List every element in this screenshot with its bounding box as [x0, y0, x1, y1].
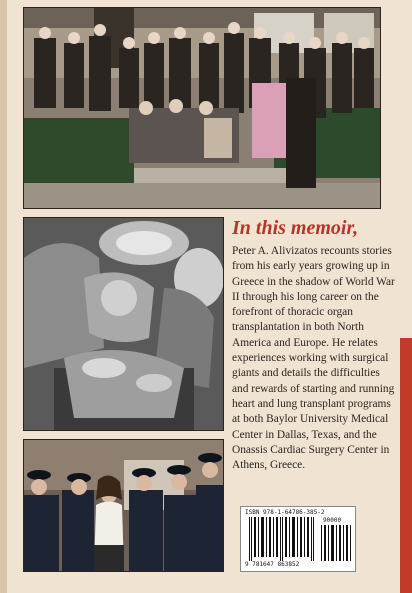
officers-photo [23, 439, 224, 572]
barcode-bars [249, 517, 315, 561]
price-code: 90000 [323, 517, 342, 524]
isbn-number: ISBN 978-1-64786-385-2 [245, 509, 325, 516]
memoir-headline: In this memoir, [232, 217, 359, 239]
price-barcode-bars [321, 525, 351, 561]
right-red-stripe [400, 338, 412, 593]
isbn-barcode [240, 506, 356, 572]
barcode-number: 9 781647 863852 [245, 561, 300, 568]
group-photo [23, 7, 381, 209]
surgery-photo [23, 217, 224, 431]
left-accent-bar [0, 0, 7, 593]
memoir-description: Peter A. Alivizatos recounts stories from his early years growing up in Greece in the shadow of World War II through his long career on the forefront of thoracic organ transplantation in both North America and Europe. He relates experiences working with surgical giants and details the difficulties and rewards of starting and running heart and lung transplant programs at both Baylor University Medical Center in Dallas, Texas, and the Onassis Cardiac Surgery Center in Athens, Greece. [232, 245, 395, 472]
